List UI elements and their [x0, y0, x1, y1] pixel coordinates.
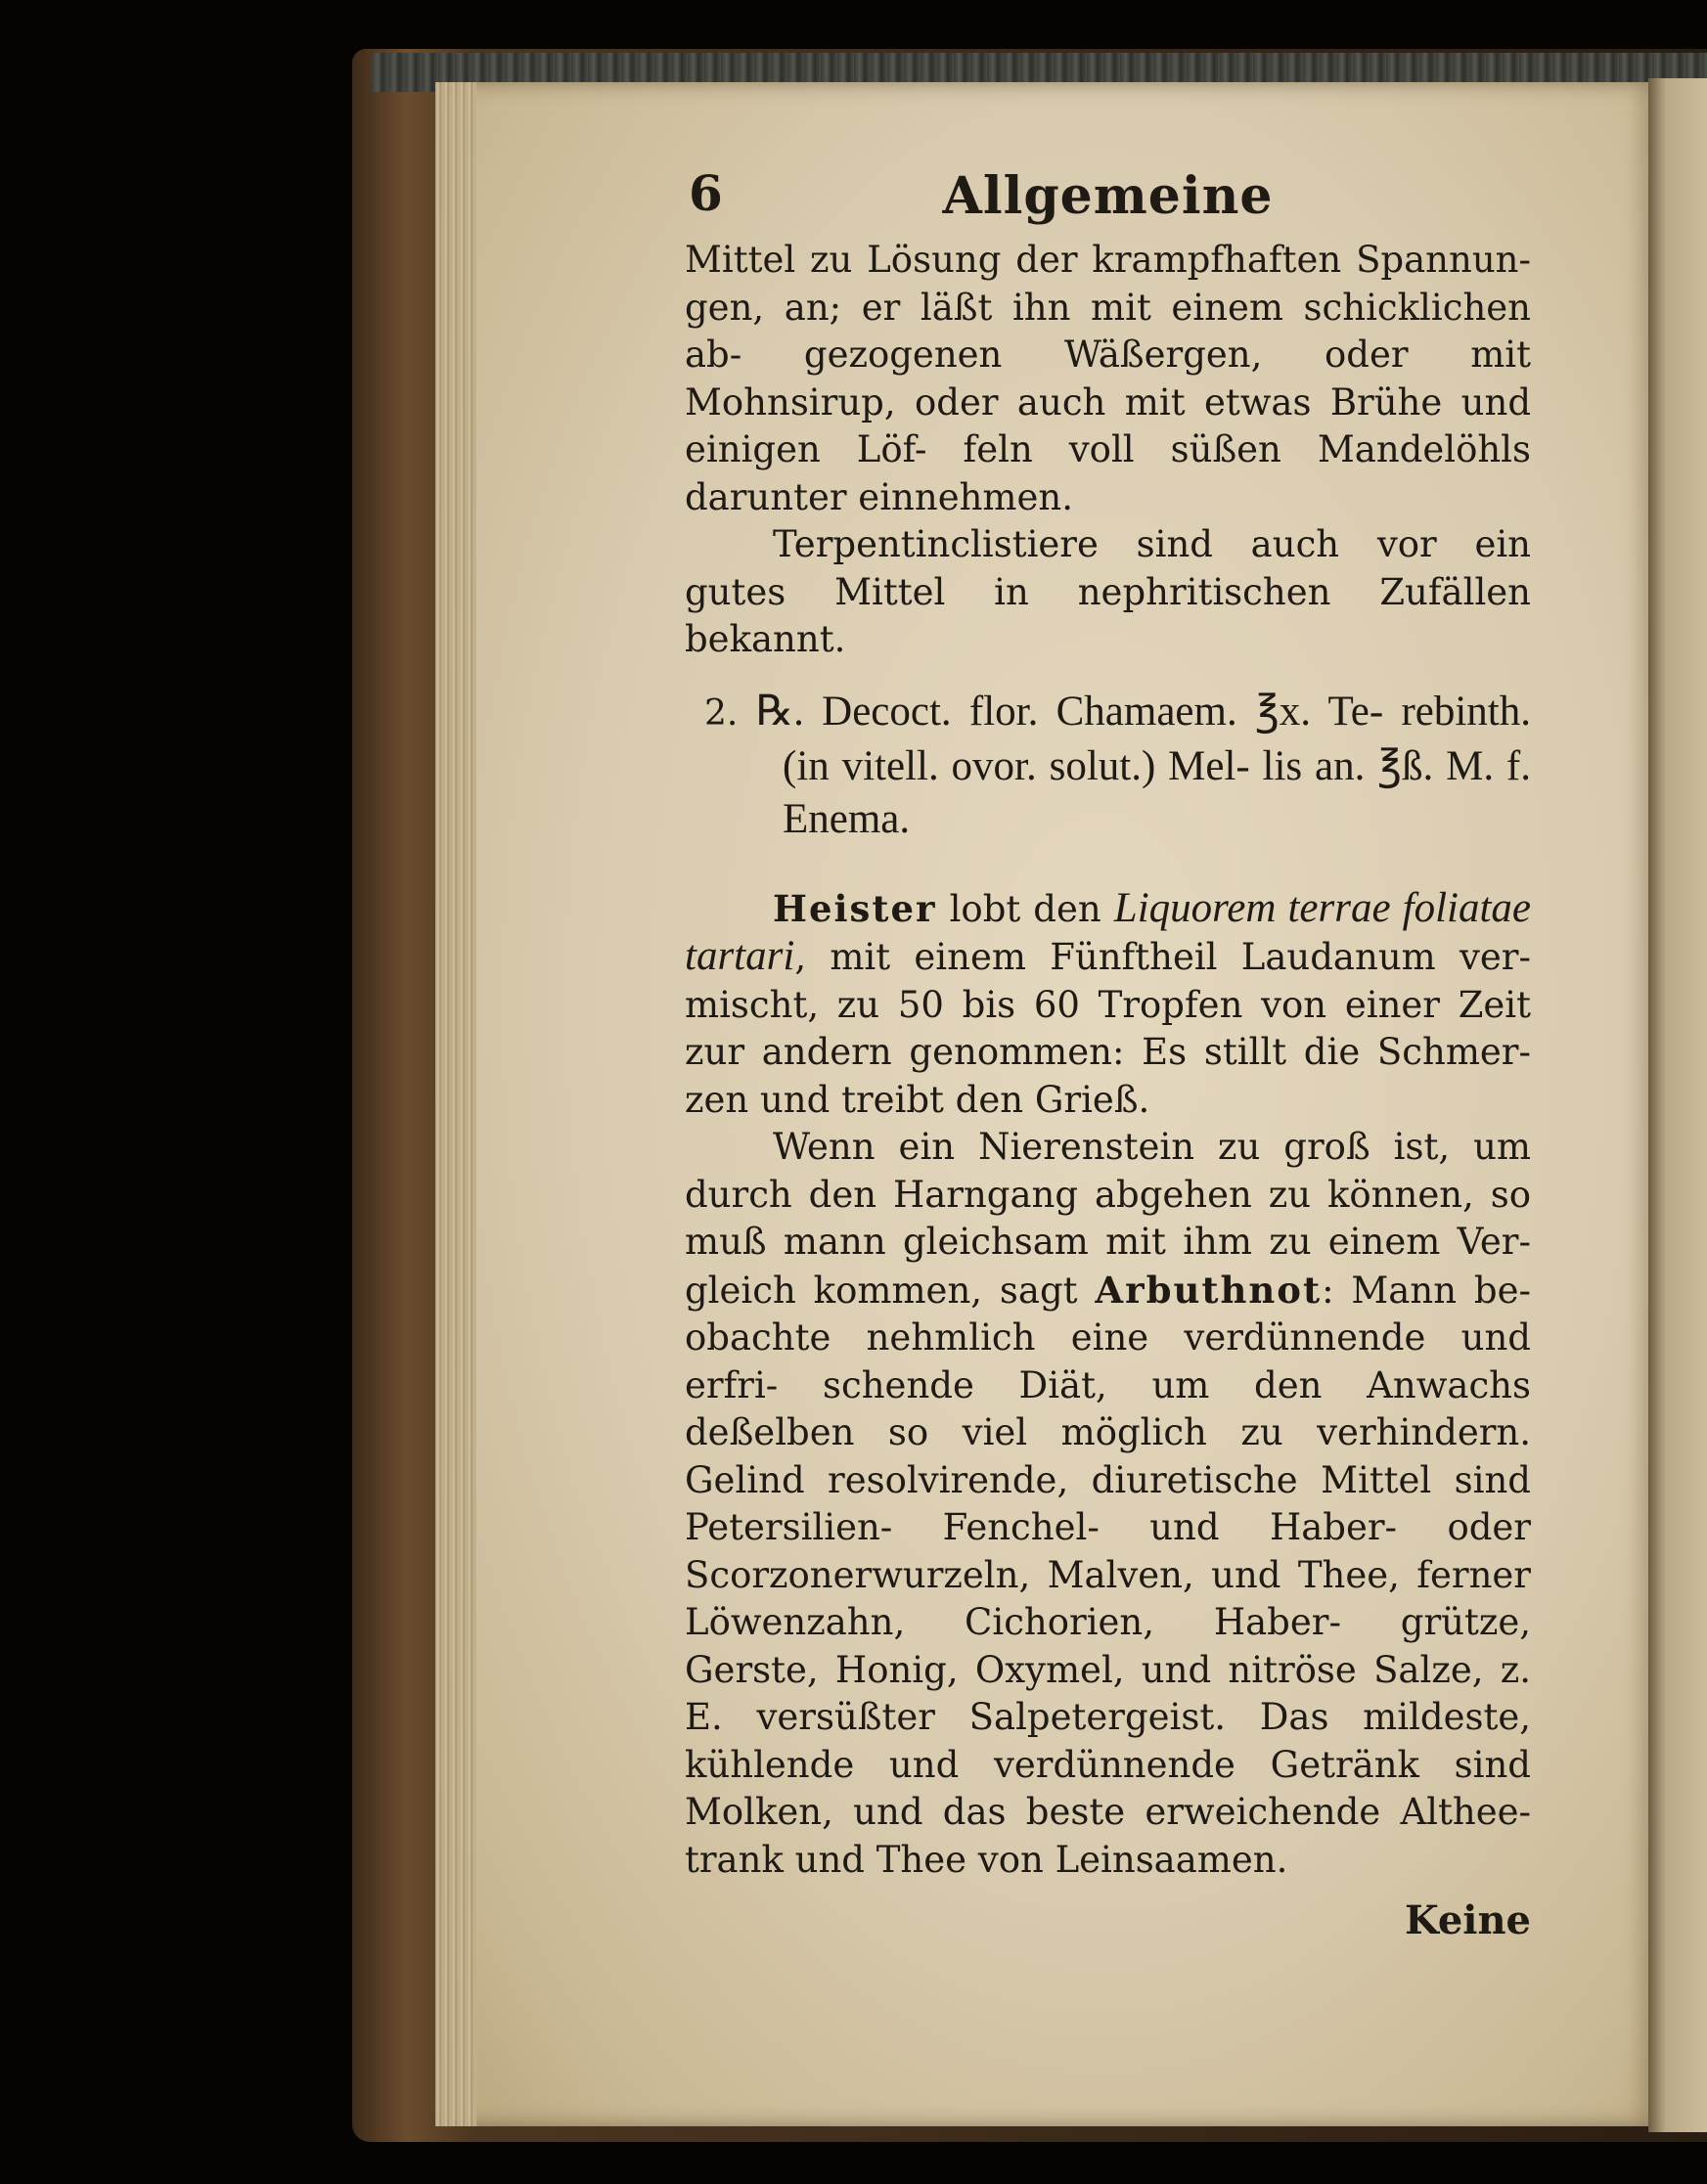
paragraph-3: [685, 885, 1531, 1125]
running-head: Allgemeine: [942, 166, 1274, 226]
page-header: [685, 156, 1531, 237]
paragraph-4-text-a: Wenn ein Nierenstein zu groß ist, um durch den Harngang abgehen zu können, so muß mann gleichsam mit ihm zu einem Ver- gleich kommen, sagt: [685, 1126, 1531, 1312]
latin-term: Liquorem terrae foliatae tartari: [685, 884, 1531, 979]
paragraph-3-text-a: lobt den: [936, 887, 1114, 930]
page-number: 6: [689, 164, 723, 222]
page-edges: [435, 82, 476, 2126]
paragraph-1: Mittel zu Lösung der krampfhaften Spannun- gen, an; er läßt ihn mit einem schicklichen ab- gezogenen Wäßergen, oder mit Mohnsirup, oder auch mit etwas Brühe und einigen Löf- feln voll süßen Mandelöhls darunter einnehmen.: [685, 239, 1531, 518]
facing-page-edge: [1648, 78, 1707, 2132]
paragraph-4: [685, 1124, 1531, 1884]
paragraph-2: Terpentinclistiere sind auch vor ein gutes Mittel in nephritischen Zufällen bekannt.: [685, 523, 1531, 660]
author-name-arbuthnot: Arbuthnot: [1095, 1268, 1323, 1312]
recipe-text: ℞. Decoct. flor. Chamaem. ℥x. Te- rebinth. (in vitell. ovor. solut.) Mel- lis an. ℥ß. M. f. Enema.: [755, 688, 1531, 842]
recipe-number: 2.: [704, 692, 739, 734]
recipe-formula: [685, 686, 1531, 846]
author-name-heister: Heister: [773, 886, 937, 930]
paragraph-4-text-b: : Mann be- obachte nehmlich eine verdünnende und erfri- schende Diät, um den Anwachs deßelben so viel möglich zu verhindern. Gelind resolvirende, diuretische Mittel sind Petersilien- Fenchel- und Haber- oder Scorzonerwurzeln, Malven, und Thee, ferner Löwenzahn, Cichorien, Haber- grütze, Gerste, Honig, Oxymel, und nitröse Salze, z. E. versüßter Salpetergeist. Das mildeste, kühlende und verdünnende Getränk sind Molken, und das beste erweichende Althee- trank und Thee von Leinsaamen.: [685, 1269, 1531, 1881]
page-text-block: [685, 156, 1531, 1943]
paragraph-3-text-b: , mit einem Fünftheil Laudanum ver- mischt, zu 50 bis 60 Tropfen von einer Zeit zur andern genommen: Es stillt die Schmer- zen und treibt den Grieß.: [685, 936, 1531, 1121]
catchword: Keine: [1404, 1897, 1531, 1943]
